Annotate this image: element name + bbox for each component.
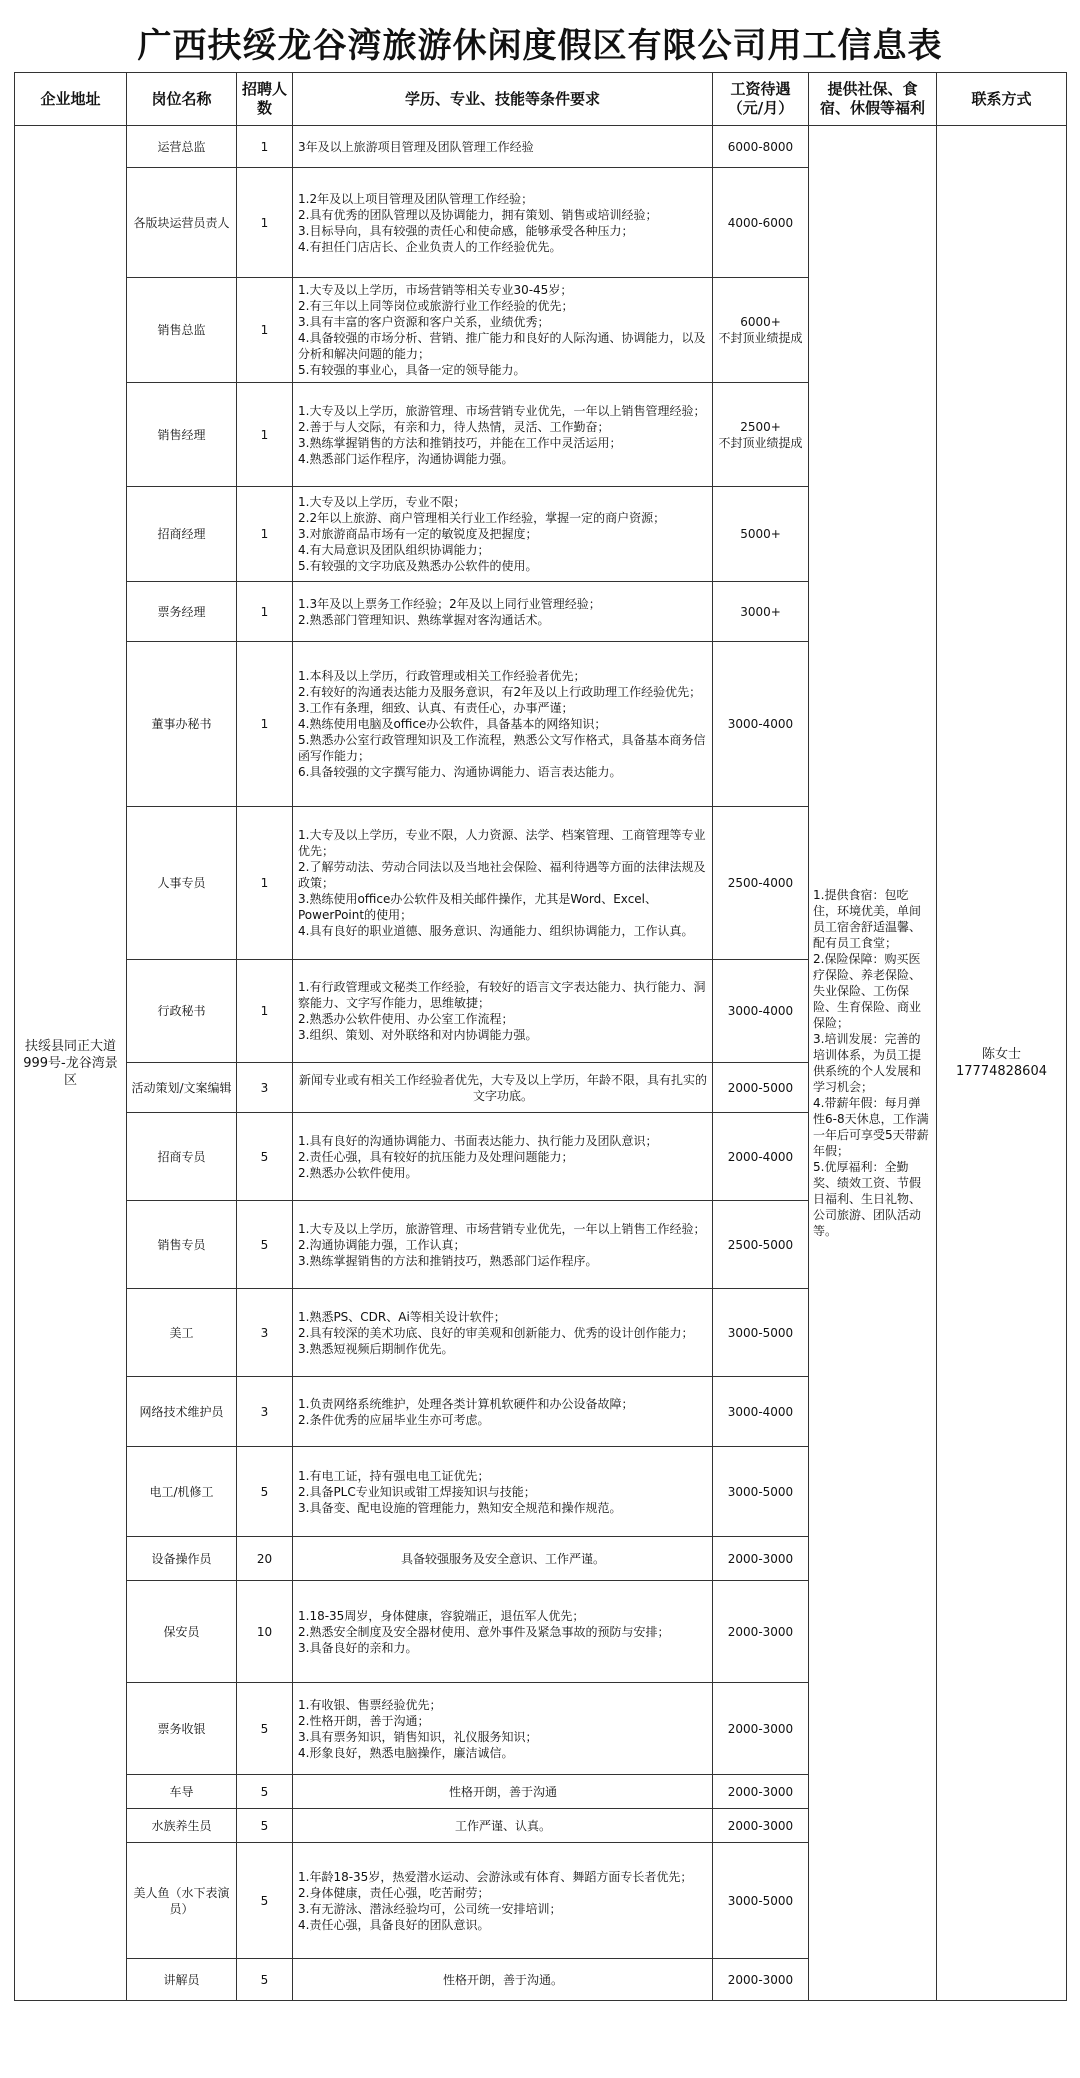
hire-count: 1 (237, 487, 293, 582)
requirements-cell: 1.大专及以上学历，市场营销等相关专业30-45岁； 2.有三年以上同等岗位或旅游行业工作经验的优先； 3.具有丰富的客户资源和客户关系，业绩优秀； 4.具备较强的市场分析、营销、推广能力和良好的人际沟通、协调能力，以及分析和解决问题的能力； 5.有较强的事业心，具备一定的领导能力。 (293, 278, 713, 383)
position-name: 运营总监 (127, 126, 237, 168)
header-requirements: 学历、专业、技能等条件要求 (293, 73, 713, 126)
table-row (15, 126, 1067, 168)
table-body (15, 126, 1067, 2001)
requirements-cell: 1.负责网络系统维护，处理各类计算机软硬件和办公设备故障； 2.条件优秀的应届毕业生亦可考虑。 (293, 1377, 713, 1447)
salary-cell: 2500-5000 (713, 1201, 809, 1289)
requirements-cell: 1.具有良好的沟通协调能力、书面表达能力、执行能力及团队意识； 2.责任心强，具有较好的抗压能力及处理问题能力； 2.熟悉办公软件使用。 (293, 1113, 713, 1201)
hire-count: 3 (237, 1377, 293, 1447)
header-benefits: 提供社保、食宿、休假等福利 (809, 73, 937, 126)
header-count: 招聘人数 (237, 73, 293, 126)
header-salary: 工资待遇（元/月） (713, 73, 809, 126)
salary-cell: 6000+ 不封顶业绩提成 (713, 278, 809, 383)
hire-count: 1 (237, 582, 293, 642)
salary-cell: 3000-4000 (713, 1377, 809, 1447)
hire-count: 3 (237, 1289, 293, 1377)
hire-count: 1 (237, 168, 293, 278)
position-name: 美工 (127, 1289, 237, 1377)
hire-count: 5 (237, 1201, 293, 1289)
hire-count: 1 (237, 383, 293, 487)
page-title: 广西扶绥龙谷湾旅游休闲度假区有限公司用工信息表 (137, 26, 943, 66)
table-header-row (15, 73, 1067, 126)
requirements-cell: 性格开朗，善于沟通 (293, 1775, 713, 1809)
position-name: 美人鱼（水下表演员） (127, 1843, 237, 1959)
position-name: 招商专员 (127, 1113, 237, 1201)
hire-count: 10 (237, 1581, 293, 1683)
position-name: 销售专员 (127, 1201, 237, 1289)
requirements-cell: 具备较强服务及安全意识、工作严谨。 (293, 1537, 713, 1581)
position-name: 销售总监 (127, 278, 237, 383)
hire-count: 5 (237, 1447, 293, 1537)
salary-cell: 2000-4000 (713, 1113, 809, 1201)
position-name: 网络技术维护员 (127, 1377, 237, 1447)
salary-cell: 3000-5000 (713, 1447, 809, 1537)
requirements-cell: 1.大专及以上学历，旅游管理、市场营销专业优先，一年以上销售工作经验； 2.沟通协调能力强，工作认真； 3.熟练掌握销售的方法和推销技巧，熟悉部门运作程序。 (293, 1201, 713, 1289)
requirements-cell: 新闻专业或有相关工作经验者优先，大专及以上学历，年龄不限，具有扎实的文字功底。 (293, 1063, 713, 1113)
salary-cell: 3000-4000 (713, 642, 809, 807)
requirements-cell: 1.3年及以上票务工作经验；2年及以上同行业管理经验； 2.熟悉部门管理知识、熟练掌握对客沟通话术。 (293, 582, 713, 642)
hire-count: 1 (237, 807, 293, 960)
hire-count: 5 (237, 1683, 293, 1775)
position-name: 活动策划/文案编辑 (127, 1063, 237, 1113)
salary-cell: 6000-8000 (713, 126, 809, 168)
salary-cell: 2500-4000 (713, 807, 809, 960)
requirements-cell: 1.熟悉PS、CDR、Ai等相关设计软件； 2.具有较深的美术功底、良好的审美观和创新能力、优秀的设计创作能力； 3.熟悉短视频后期制作优先。 (293, 1289, 713, 1377)
hire-count: 5 (237, 1113, 293, 1201)
hire-count: 1 (237, 278, 293, 383)
requirements-cell: 1.2年及以上项目管理及团队管理工作经验； 2.具有优秀的团队管理以及协调能力，拥有策划、销售或培训经验； 3.目标导向，具有较强的责任心和使命感，能够承受各种压力； 4.有担任门店店长、企业负责人的工作经验优先。 (293, 168, 713, 278)
salary-cell: 3000-4000 (713, 960, 809, 1063)
position-name: 电工/机修工 (127, 1447, 237, 1537)
hire-count: 5 (237, 1809, 293, 1843)
salary-cell: 2000-3000 (713, 1959, 809, 2001)
requirements-cell: 1.大专及以上学历，专业不限，人力资源、法学、档案管理、工商管理等专业优先； 2.了解劳动法、劳动合同法以及当地社会保险、福利待遇等方面的法律法规及政策； 3.熟练使用office办公软件及相关邮件操作，尤其是Word、Excel、PowerPoint的使用； 4.具有良好的职业道德、服务意识、沟通能力、组织协调能力，工作认真。 (293, 807, 713, 960)
header-address: 企业地址 (15, 73, 127, 126)
requirements-cell: 1.大专及以上学历，旅游管理、市场营销专业优先，一年以上销售管理经验； 2.善于与人交际，有亲和力，待人热情，灵活、工作勤奋； 3.熟练掌握销售的方法和推销技巧，并能在工作中灵活运用； 4.熟悉部门运作程序，沟通协调能力强。 (293, 383, 713, 487)
salary-cell: 2500+ 不封顶业绩提成 (713, 383, 809, 487)
requirements-cell: 1.18-35周岁，身体健康，容貌端正，退伍军人优先； 2.熟悉安全制度及安全器材使用、意外事件及紧急事故的预防与安排； 3.具备良好的亲和力。 (293, 1581, 713, 1683)
header-position: 岗位名称 (127, 73, 237, 126)
requirements-cell: 1.有电工证，持有强电电工证优先； 2.具备PLC专业知识或钳工焊接知识与技能； 3.具备变、配电设施的管理能力，熟知安全规范和操作规范。 (293, 1447, 713, 1537)
salary-cell: 2000-3000 (713, 1809, 809, 1843)
contact-name: 陈女士 (981, 1047, 1021, 1062)
hire-count: 20 (237, 1537, 293, 1581)
requirements-cell: 1.本科及以上学历，行政管理或相关工作经验者优先； 2.有较好的沟通表达能力及服务意识，有2年及以上行政助理工作经验优先； 3.工作有条理，细致、认真、有责任心，办事严谨； 4.熟练使用电脑及office办公软件，具备基本的网络知识； 5.熟悉办公室行政管理知识及工作流程，熟悉公文写作格式，具备基本商务信函写作能力； 6.具备较强的文字撰写能力、沟通协调能力、语言表达能力。 (293, 642, 713, 807)
salary-cell: 3000-5000 (713, 1289, 809, 1377)
requirements-cell: 1.有行政管理或文秘类工作经验，有较好的语言文字表达能力、执行能力、洞察能力、文字写作能力，思维敏捷； 2.熟悉办公软件使用、办公室工作流程； 3.组织、策划、对外联络和对内协调能力强。 (293, 960, 713, 1063)
position-name: 董事办秘书 (127, 642, 237, 807)
hire-count: 5 (237, 1775, 293, 1809)
hire-count: 5 (237, 1843, 293, 1959)
position-name: 设备操作员 (127, 1537, 237, 1581)
position-name: 行政秘书 (127, 960, 237, 1063)
requirements-cell: 性格开朗，善于沟通。 (293, 1959, 713, 2001)
hire-count: 1 (237, 642, 293, 807)
benefits-cell: 1.提供食宿：包吃住，环境优美，单间员工宿舍舒适温馨、配有员工食堂； 2.保险保障：购买医疗保险、养老保险、失业保险、工伤保险、生育保险、商业保险； 3.培训发展：完善的培训体系，为员工提供系统的个人发展和学习机会； 4.带薪年假：每月弹性6-8天休息，工作满一年后可享受5天带薪年假； 5.优厚福利：全勤奖、绩效工资、节假日福利、生日礼物、公司旅游、团队活动等。 (809, 126, 937, 2001)
requirements-cell: 1.大专及以上学历，专业不限； 2.2年以上旅游、商户管理相关行业工作经验，掌握一定的商户资源； 3.对旅游商品市场有一定的敏锐度及把握度； 4.有大局意识及团队组织协调能力； 5.有较强的文字功底及熟悉办公软件的使用。 (293, 487, 713, 582)
position-name: 人事专员 (127, 807, 237, 960)
position-name: 水族养生员 (127, 1809, 237, 1843)
hire-count: 3 (237, 1063, 293, 1113)
salary-cell: 3000+ (713, 582, 809, 642)
contact-phone: 17774828604 (956, 1064, 1047, 1079)
position-name: 票务经理 (127, 582, 237, 642)
requirements-cell: 3年及以上旅游项目管理及团队管理工作经验 (293, 126, 713, 168)
position-name: 销售经理 (127, 383, 237, 487)
position-name: 各版块运营员责人 (127, 168, 237, 278)
hire-count: 5 (237, 1959, 293, 2001)
position-name: 保安员 (127, 1581, 237, 1683)
position-name: 招商经理 (127, 487, 237, 582)
job-info-table (14, 72, 1067, 2001)
position-name: 讲解员 (127, 1959, 237, 2001)
position-name: 票务收银 (127, 1683, 237, 1775)
header-contact: 联系方式 (937, 73, 1067, 126)
position-name: 车导 (127, 1775, 237, 1809)
salary-cell: 2000-5000 (713, 1063, 809, 1113)
requirements-cell: 1.年龄18-35岁，热爱潜水运动、会游泳或有体育、舞蹈方面专长者优先； 2.身体健康，责任心强，吃苦耐劳； 3.有无游泳、潜泳经验均可，公司统一安排培训； 4.责任心强，具备良好的团队意识。 (293, 1843, 713, 1959)
salary-cell: 2000-3000 (713, 1775, 809, 1809)
salary-cell: 3000-5000 (713, 1843, 809, 1959)
company-address: 扶绥县同正大道999号-龙谷湾景区 (15, 126, 127, 2001)
salary-cell: 2000-3000 (713, 1683, 809, 1775)
contact-cell (937, 126, 1067, 2001)
hire-count: 1 (237, 126, 293, 168)
requirements-cell: 1.有收银、售票经验优先； 2.性格开朗，善于沟通； 3.具有票务知识，销售知识，礼仪服务知识； 4.形象良好，熟悉电脑操作，廉洁诚信。 (293, 1683, 713, 1775)
salary-cell: 5000+ (713, 487, 809, 582)
hire-count: 1 (237, 960, 293, 1063)
requirements-cell: 工作严谨、认真。 (293, 1809, 713, 1843)
salary-cell: 2000-3000 (713, 1537, 809, 1581)
salary-cell: 2000-3000 (713, 1581, 809, 1683)
salary-cell: 4000-6000 (713, 168, 809, 278)
